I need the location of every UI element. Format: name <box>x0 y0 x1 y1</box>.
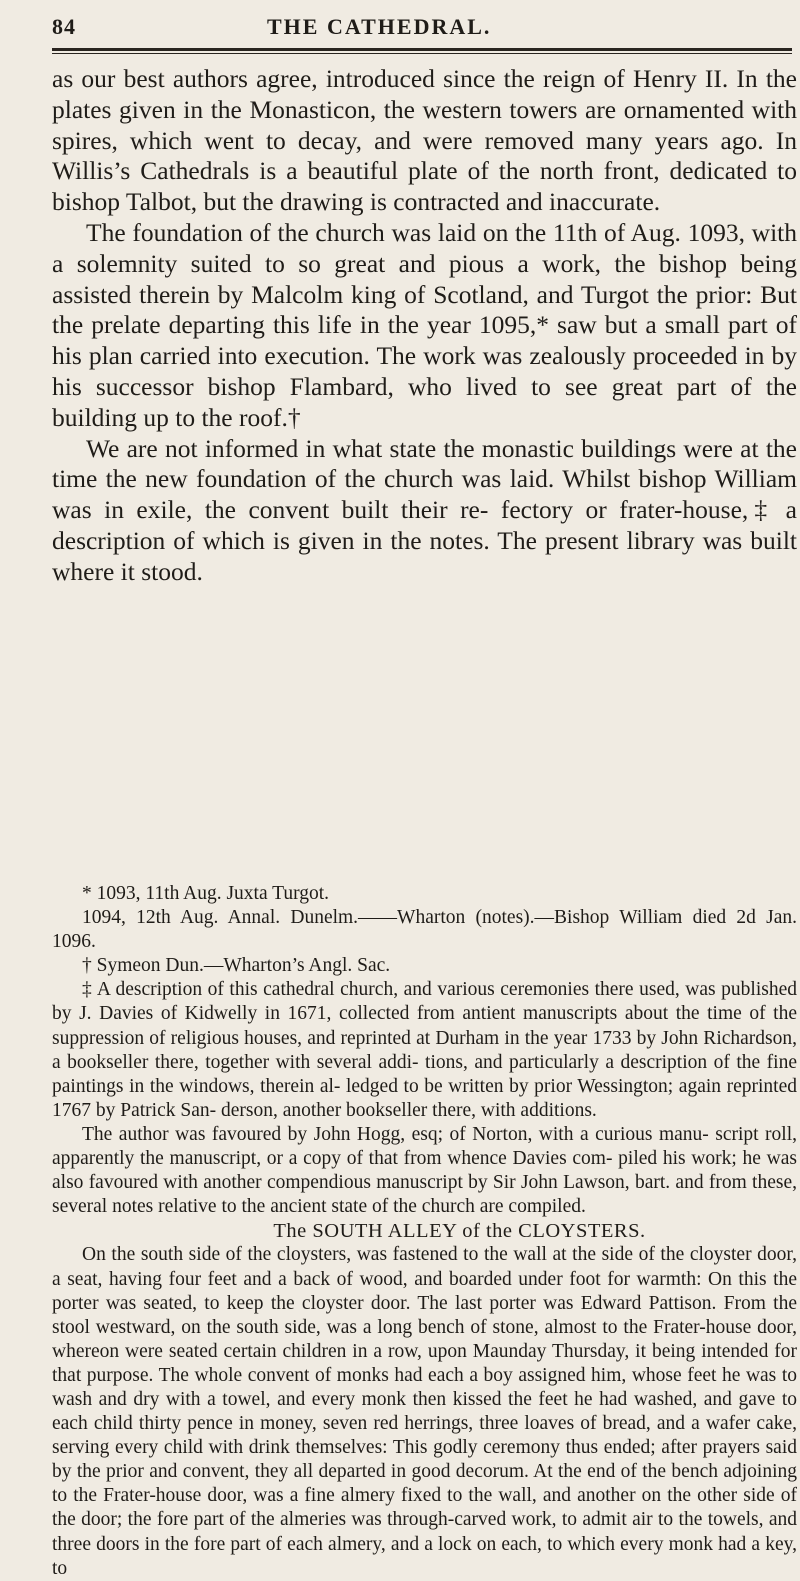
header-rule-thick <box>52 48 792 51</box>
footnote-star-continued: 1094, 12th Aug. Annal. Dunelm.——Wharton (notes).—Bishop William died 2d Jan. 1096. <box>52 907 797 953</box>
footnote-author-note: The author was favoured by John Hogg, esq; of Norton, with a curious manu- script roll, apparently the manuscript, or a copy of that from whence Davies com- piled his work; he was also favoured with another compendious manuscript by Sir John Lawson, bart. and from these, several notes relative to the ancient state of the church are compiled. <box>52 1123 797 1218</box>
footnote-star: * 1093, 11th Aug. Juxta Turgot. <box>82 883 330 904</box>
section-heading: The SOUTH ALLEY of the CLOYSTERS. <box>273 1220 646 1243</box>
footnote-dagger: † Symeon Dun.—Wharton’s Angl. Sac. <box>82 955 391 977</box>
footnote-south-alley: On the south side of the cloysters, was fastened to the wall at the side of the cloyster door, a seat, having four feet and a back of wood, and boarded under foot for warmth: On this the porter was seated, to keep the cloyster door. The last porter was Edward Pattison. From the stool westward, on the south side, was a long bench of stone, almost to the Frater-house door, whereon were seated certain children in a row, upon Maunday Thursday, it being intended for that purpose. The whole convent of monks had each a boy assigned him, whose feet he was to wash and dry with a towel, and every monk then kissed the feet he had washed, and gave to each child thirty pence in money, seven red herrings, three loaves of bread, and a wafer cake, serving every child with drink themselves: This godly ceremony thus ended; after prayers said by the prior and convent, they all departed in good decorum. At the end of the bench adjoining to the Frater-house door, was a fine almery fixed to the wall, and another on the other side of the door; the fore part of the almeries was through-carved work, to admit air to the towels, and three doors in the fore part of each almery, and a lock on each, to which every monk had a key, to <box>52 1244 797 1579</box>
footnote-double-dagger: ‡ A description of this cathedral church, and various ceremonies there used, was published by J. Davies of Kidwelly in 1671, collected from antient manuscripts about the time of the suppression of religious houses, and reprinted at Durham in the year 1733 by John Richardson, a bookseller there, together with several addi- tions, and particularly a description of the fine paintings in the windows, therein al- ledged to be written by prior Wessington; again reprinted 1767 by Patrick San- derson, another bookseller there, with additions. <box>52 979 797 1121</box>
running-head: THE CATHEDRAL. <box>267 14 492 39</box>
header-rule-thin <box>52 53 792 54</box>
main-text <box>52 64 797 588</box>
page-number: 84 <box>52 14 76 39</box>
paragraph-monastic-buildings: We are not informed in what state the monastic buildings were at the time the new foundation of the church was laid. Whilst bishop William was in exile, the convent built their re- fectory or frater-house,‡ a description of which is given in the notes. The present library was built where it stood. <box>52 433 797 586</box>
paragraph-foundation: The foundation of the church was laid on the 11th of Aug. 1093, with a solemnity suited to so great and pious a work, the bishop being assisted therein by Malcolm king of Scotland, and Turgot the prior: But the prelate departing this life in the year 1095,* saw but a small part of his plan carried into execution. The work was zealously proceeded in by his successor bishop Flambard, who lived to see great part of the building up to the roof.† <box>52 217 797 432</box>
page-header <box>52 14 792 48</box>
footnotes <box>52 882 797 1581</box>
paragraph-continued: as our best authors agree, introduced since the reign of Henry II. In the plates given in the Monasticon, the western towers are ornamented with spires, which went to decay, and were removed many years ago. In Willis’s Cathedrals is a beautiful plate of the north front, dedicated to bishop Talbot, but the drawing is contracted and inaccurate. <box>52 64 797 217</box>
